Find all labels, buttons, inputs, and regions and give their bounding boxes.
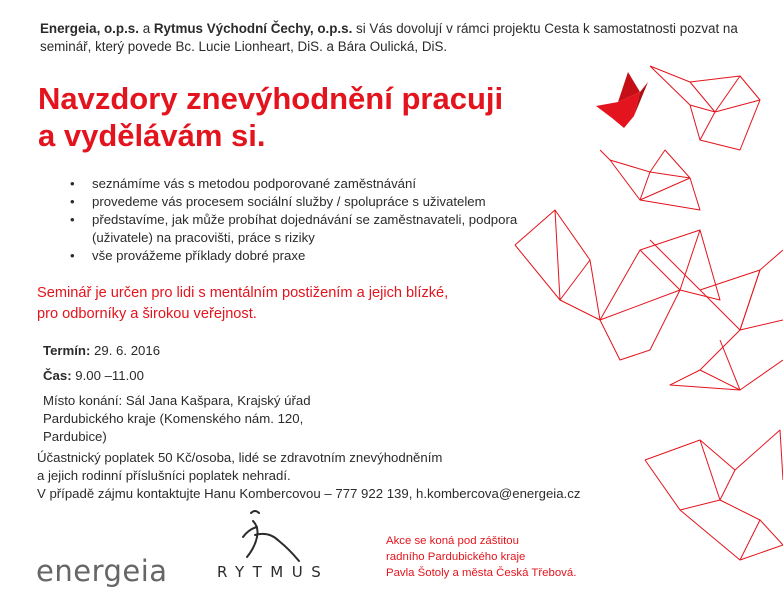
audience-line-2: pro odborníky a širokou veřejnost. [37, 306, 257, 322]
rytmus-logo [217, 505, 357, 585]
venue-line-2: Pardubického kraje (Komenského nám. 120, [43, 411, 304, 426]
patron-line-3: Pavla Šotoly a města Česká Třebová. [386, 567, 577, 579]
fee-and-contact [37, 449, 677, 503]
fee-line-1: Účastnický poplatek 50 Kč/osoba, lidé se zdravotním znevýhodněním [37, 450, 443, 465]
page-title [38, 80, 503, 154]
time-value: 9.00 –11.00 [71, 368, 144, 383]
list-item: • představíme, jak může probíhat dojednávání se zaměstnavateli, podpora (uživatele) na pracovišti, práce s riziky [40, 211, 540, 247]
intro-and: a [138, 21, 154, 36]
contact-line: V případě zájmu kontaktujte Hanu Kombercovou – 777 922 139, h.kombercova@energeia.cz [37, 486, 581, 501]
venue [43, 392, 363, 446]
patron-line-2: radního Pardubického kraje [386, 551, 526, 563]
list-item: • seznámíme vás s metodou podporované zaměstnávání [40, 175, 540, 193]
list-item: • provedeme vás procesem sociální služby / spolupráce s uživatelem [40, 193, 540, 211]
rytmus-wordmark: RYTMUS [217, 563, 330, 581]
intro-paragraph [40, 20, 760, 56]
patron-line-1: Akce se koná pod záštitou [386, 535, 519, 547]
event-details [43, 342, 363, 446]
time-row [43, 367, 363, 385]
title-line-2: a vydělávám si. [38, 118, 266, 153]
audience-line-1: Seminář je určen pro lidi s mentálním postižením a jejich blízké, [37, 285, 449, 301]
outline-bird-right [650, 240, 783, 390]
intro-rest: si Vás dovolují v rámci projektu Cesta k samostatnosti pozvat na seminář, který povede Bc. Lucie Lionheart, DiS. a Bára Oulická, DiS. [40, 21, 738, 54]
energeia-logo: energeia [36, 554, 168, 588]
org-rytmus: Rytmus Východní Čechy, o.p.s. [153, 21, 353, 36]
venue-line-1: Místo konání: Sál Jana Kašpara, Krajský úřad [43, 393, 311, 408]
topic-list [40, 175, 540, 265]
term-label: Termín: [43, 343, 91, 358]
term-row [43, 342, 363, 360]
term-value: 29. 6. 2016 [90, 343, 161, 358]
patronage-note [386, 533, 606, 581]
outline-bird-top [650, 66, 760, 150]
rytmus-figure-icon [217, 505, 357, 565]
fee-line-2: a jejich rodinní příslušníci poplatek nehradí. [37, 468, 291, 483]
outline-bird-large [515, 210, 720, 360]
org-energeia: Energeia, o.p.s. [40, 21, 139, 36]
venue-line-3: Pardubice) [43, 429, 107, 444]
target-audience [37, 283, 537, 325]
list-item: • vše provážeme příklady dobré praxe [40, 247, 540, 265]
red-origami-bird [596, 72, 648, 128]
outline-bird-middle [600, 150, 700, 210]
title-line-1: Navzdory znevýhodnění pracuji [38, 81, 504, 116]
time-label: Čas: [43, 368, 72, 383]
